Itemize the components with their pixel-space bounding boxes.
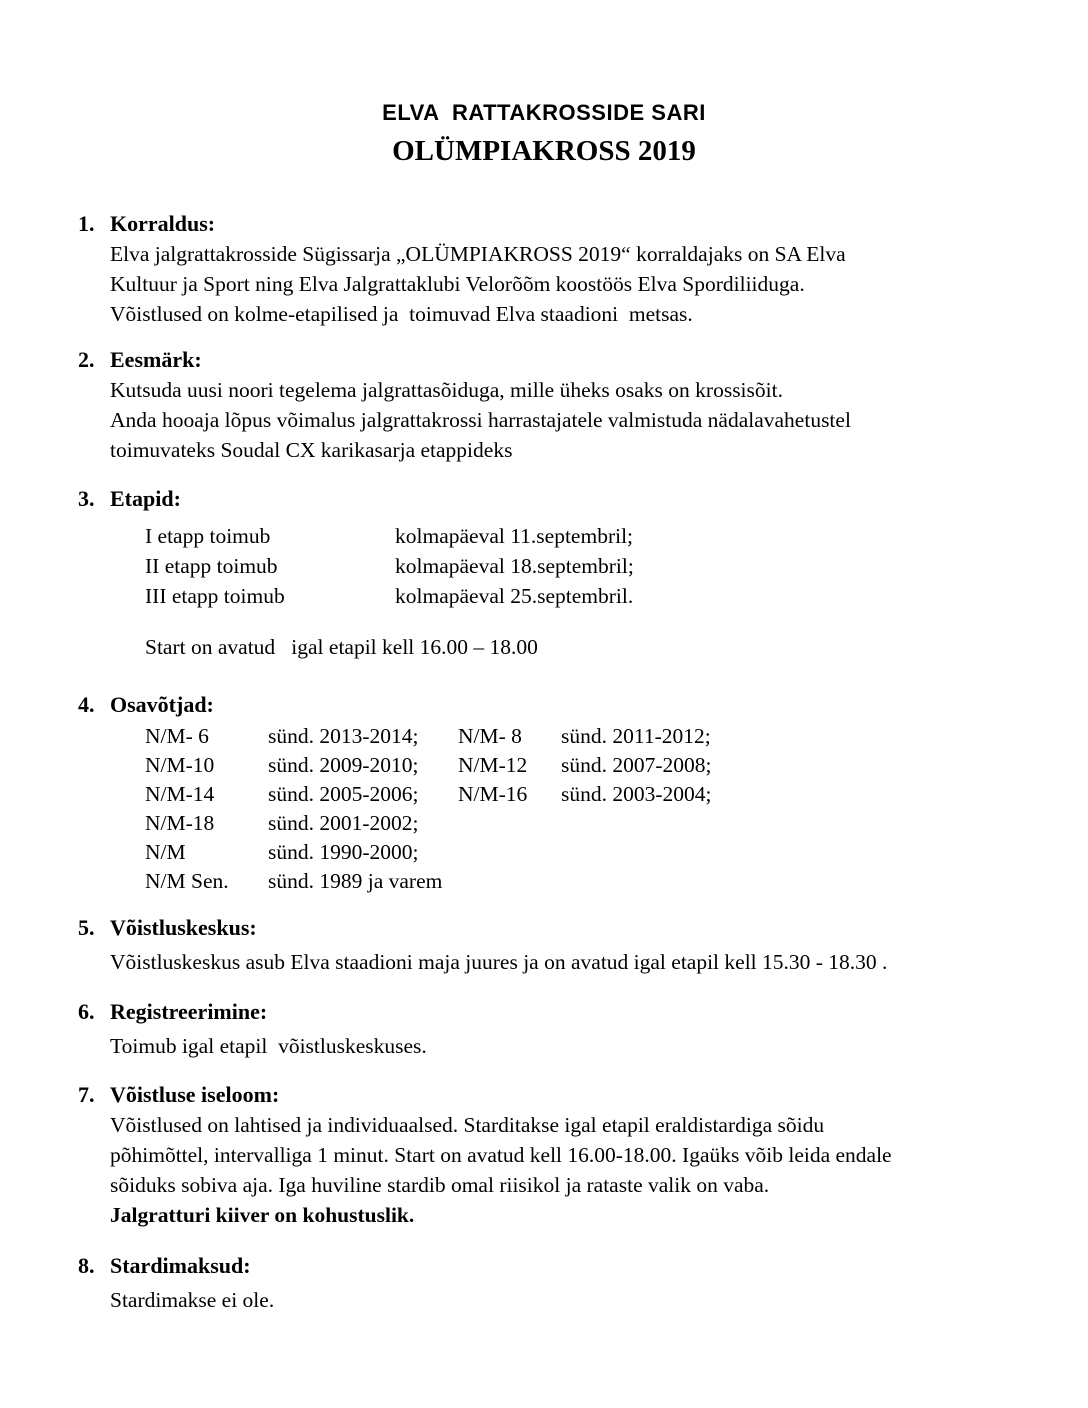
- class-years: sünd. 2007-2008;: [561, 753, 712, 777]
- stages-table: [145, 521, 1088, 611]
- class-years: sünd. 2005-2006;: [268, 782, 419, 806]
- stage-date: kolmapäeval 18.septembril;: [395, 554, 634, 578]
- class-years: sünd. 1989 ja varem: [268, 869, 443, 893]
- section-body: [110, 947, 1088, 977]
- stage-label: III etapp toimub: [145, 584, 285, 608]
- section-body: [110, 375, 1088, 465]
- paragraph-line: Kutsuda uusi noori tegelema jalgrattasõiduga, mille üheks osaks on krossisõit.: [110, 378, 783, 402]
- section-etapid: [0, 484, 1088, 662]
- section-heading-row: [0, 690, 1088, 720]
- class-label: N/M-12: [458, 753, 528, 777]
- class-years: sünd. 1990-2000;: [268, 840, 419, 864]
- section-number: 4.: [78, 692, 95, 717]
- table-row: [145, 838, 1088, 867]
- table-row: [145, 867, 1088, 896]
- class-label: N/M- 6: [145, 724, 209, 748]
- table-row: [145, 551, 1088, 581]
- document-title-series: ELVA RATTAKROSSIDE SARI: [382, 100, 706, 125]
- table-row: [145, 581, 1088, 611]
- table-row: [145, 780, 1088, 809]
- paragraph-line: Võistlused on kolme-etapilised ja toimuvad Elva staadioni metsas.: [110, 302, 693, 326]
- section-eesmark: [0, 345, 1088, 465]
- class-years: sünd. 2003-2004;: [561, 782, 712, 806]
- section-body: [110, 1031, 1088, 1061]
- section-osavotjad: [0, 690, 1088, 896]
- class-label: N/M Sen.: [145, 869, 229, 893]
- section-heading-row: [0, 209, 1088, 239]
- section-registreerimine: [0, 997, 1088, 1061]
- class-years: sünd. 2013-2014;: [268, 724, 419, 748]
- section-heading-row: [0, 913, 1088, 943]
- section-heading-row: [0, 1080, 1088, 1110]
- section-number: 6.: [78, 999, 95, 1024]
- paragraph-line: Kultuur ja Sport ning Elva Jalgrattaklubi Velorõõm koostöös Elva Spordiliiduga.: [110, 272, 805, 296]
- section-number: 7.: [78, 1082, 95, 1107]
- paragraph-line: Võistlused on lahtised ja individuaalsed. Starditakse igal etapil eraldistardiga sõidu: [110, 1113, 825, 1137]
- section-number: 3.: [78, 486, 95, 511]
- class-label: N/M: [145, 840, 186, 864]
- section-heading: Võistluse iseloom:: [110, 1082, 280, 1107]
- section-heading-row: [0, 345, 1088, 375]
- section-heading: Võistluskeskus:: [110, 915, 257, 940]
- paragraph-line: Stardimakse ei ole.: [110, 1288, 275, 1312]
- participants-table: [145, 722, 1088, 896]
- section-heading: Eesmärk:: [110, 347, 202, 372]
- class-label: N/M-10: [145, 753, 215, 777]
- stage-label: I etapp toimub: [145, 524, 271, 548]
- table-row: [145, 809, 1088, 838]
- stage-date: kolmapäeval 25.septembril.: [395, 584, 634, 608]
- class-label: N/M-16: [458, 782, 528, 806]
- section-heading-row: [0, 997, 1088, 1027]
- paragraph-line: sõiduks sobiva aja. Iga huviline stardib omal riisikol ja rataste valik on vaba.: [110, 1173, 770, 1197]
- section-voistluskeskus: [0, 913, 1088, 977]
- paragraph-line: Elva jalgrattakrosside Sügissarja „OLÜMPIAKROSS 2019“ korraldajaks on SA Elva: [110, 242, 846, 266]
- section-heading: Osavõtjad:: [110, 692, 214, 717]
- section-heading: Korraldus:: [110, 211, 216, 236]
- class-label: N/M- 8: [458, 724, 522, 748]
- section-voistluse-iseloom: [0, 1080, 1088, 1230]
- class-years: sünd. 2011-2012;: [561, 724, 711, 748]
- paragraph-line: põhimõttel, intervalliga 1 minut. Start on avatud kell 16.00-18.00. Igaüks võib leida endale: [110, 1143, 892, 1167]
- section-number: 1.: [78, 211, 95, 236]
- paragraph-line: Toimub igal etapil võistluskeskuses.: [110, 1034, 427, 1058]
- section-heading: Stardimaksud:: [110, 1253, 251, 1278]
- stage-date: kolmapäeval 11.septembril;: [395, 524, 634, 548]
- section-number: 5.: [78, 915, 95, 940]
- section-body: [110, 239, 1088, 329]
- helmet-mandatory-note: Jalgratturi kiiver on kohustuslik.: [110, 1203, 415, 1227]
- section-heading-row: [0, 484, 1088, 514]
- section-korraldus: [0, 209, 1088, 329]
- start-time-note: Start on avatud igal etapil kell 16.00 – 18.00: [145, 635, 538, 659]
- paragraph-line: Anda hooaja lõpus võimalus jalgrattakrossi harrastajatele valmistuda nädalavahetustel: [110, 408, 851, 432]
- class-label: N/M-18: [145, 811, 215, 835]
- section-number: 2.: [78, 347, 95, 372]
- table-row: [145, 751, 1088, 780]
- section-body: [110, 1110, 1088, 1230]
- class-years: sünd. 2009-2010;: [268, 753, 419, 777]
- section-body: [110, 1285, 1088, 1315]
- table-row: [145, 521, 1088, 551]
- stage-label: II etapp toimub: [145, 554, 278, 578]
- paragraph-line: toimuvateks Soudal CX karikasarja etappideks: [110, 438, 513, 462]
- section-heading: Etapid:: [110, 486, 181, 511]
- table-row: [145, 722, 1088, 751]
- class-years: sünd. 2001-2002;: [268, 811, 419, 835]
- document-title-event: OLÜMPIAKROSS 2019: [392, 135, 696, 167]
- section-heading-row: [0, 1251, 1088, 1281]
- section-number: 8.: [78, 1253, 95, 1278]
- section-heading: Registreerimine:: [110, 999, 268, 1024]
- section-stardimaksud: [0, 1251, 1088, 1315]
- class-label: N/M-14: [145, 782, 215, 806]
- document-header: [0, 0, 1088, 170]
- paragraph-line: Võistluskeskus asub Elva staadioni maja juures ja on avatud igal etapil kell 15.30 - 18.30 .: [110, 950, 888, 974]
